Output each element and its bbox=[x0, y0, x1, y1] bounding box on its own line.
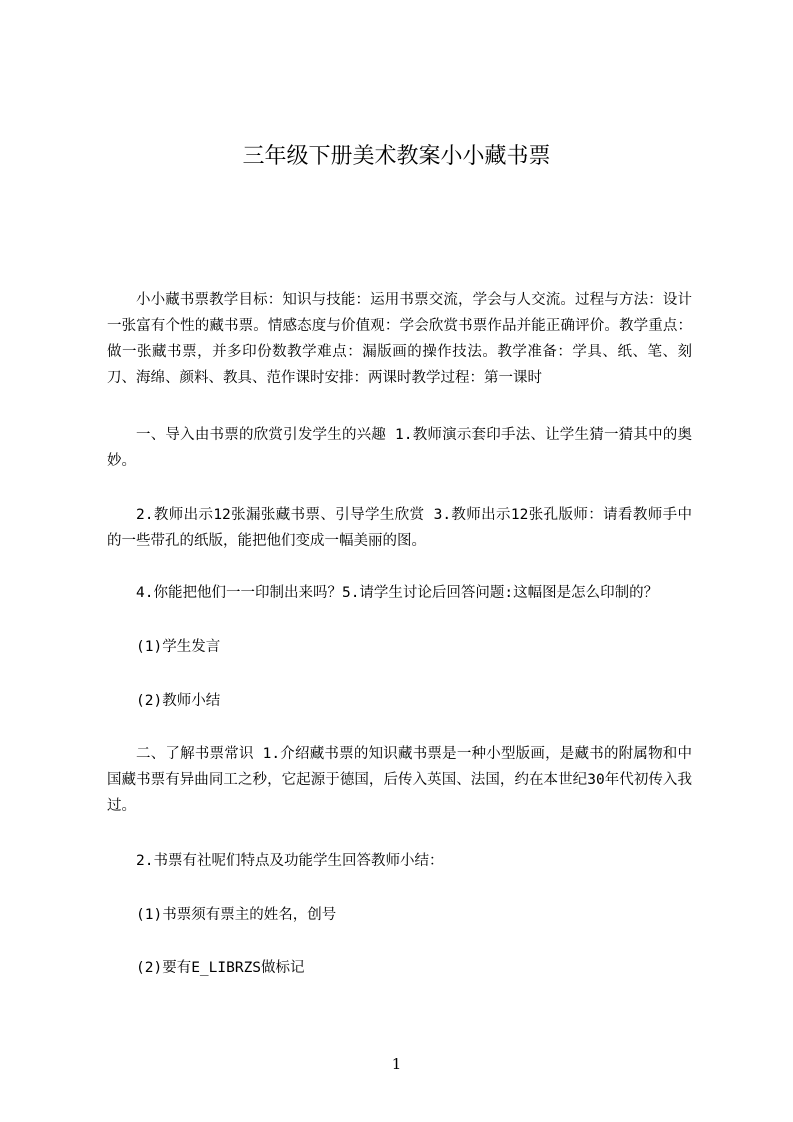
document-title: 三年级下册美术教案小小藏书票 bbox=[242, 144, 551, 169]
paragraph-introduction: 一、导入由书票的欣赏引发学生的兴趣 1.教师演示套印手法、让学生猜一猜其中的奥妙。 bbox=[107, 427, 692, 469]
paragraph-question: 4.你能把他们一一印制出来吗？5.请学生讨论后回答问题:这幅图是怎么印制的？ bbox=[136, 585, 659, 601]
paragraph-features: 2.书票有社呢们特点及功能学生回答教师小结： bbox=[136, 853, 444, 869]
paragraph-bookplate-knowledge: 二、了解书票常识 1.介绍藏书票的知识藏书票是一种小型版画，是藏书的附属物和中国藏书票有异曲同工之秒，它起源于德国，后传入英国、法国，约在本世纪30年代初传入我过。 bbox=[107, 746, 692, 814]
paragraph-teacher-summary: (2)教师小结 bbox=[136, 693, 221, 709]
page-number: 1 bbox=[391, 1055, 402, 1073]
paragraph-objectives: 小小藏书票教学目标：知识与技能：运用书票交流，学会与人交流。过程与方法：设计一张富有个性的藏书票。情感态度与价值观：学会欣赏书票作品并能正确评价。教学重点：做一张藏书票，并多印份数教学难点：漏版画的操作技法。教学准备：学具、纸、笔、刻刀、海绵、颜料、教具、范作课时安排：两课时教学过程：第一课时 bbox=[107, 292, 692, 386]
paragraph-teacher-show: 2.教师出示12张漏张藏书票、引导学生欣赏 3.教师出示12张孔版师：请看教师手中的一些带孔的纸版，能把他们变成一幅美丽的图。 bbox=[107, 507, 692, 549]
paragraph-student-speech: (1)学生发言 bbox=[136, 639, 221, 655]
paragraph-ex-libris-mark: (2)要有E_LIBRZS做标记 bbox=[136, 960, 305, 976]
paragraph-owner-name: (1)书票须有票主的姓名，创号 bbox=[136, 907, 337, 923]
